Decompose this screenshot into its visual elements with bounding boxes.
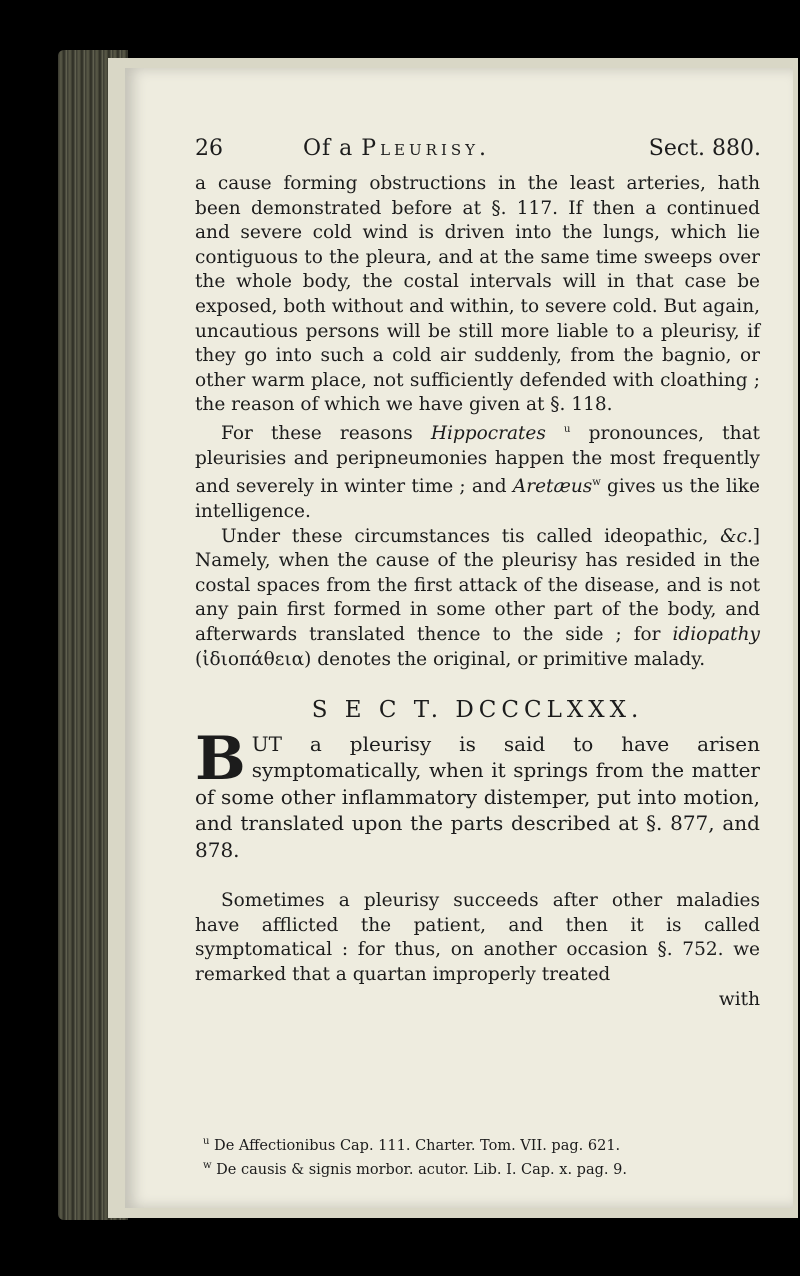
paragraph-1: a cause forming obstructions in the least arteries, hath been demonstrated before at §. 117. If then a continued and severe cold wind is driven into the lungs, which lie contiguous to the pleura, and at the same time sweeps over the whole body, the costal intervals will in that case be exposed, both without and within, to severe cold. But again, uncautious persons will be still more liable to a pleurisy, if they go into such a cold air suddenly, from the bagnio, or other warm place, not sufficiently defended with cloathing ; the reason of which we have given at §. 118. bbox=[195, 173, 760, 416]
body-text bbox=[195, 172, 760, 1012]
paragraph-5: Sometimes a pleurisy succeeds after other maladies have afflicted the patient, and then it is called symptomatical : for thus, on another occasion §. 752. we remarked that a quartan improperly treated bbox=[195, 890, 760, 986]
paragraph-2: For these reasons Hippocrates $^u$ pronounces, that pleurisies and peripneumonies happen the most frequently and severely in winter time ; and Aretæus$^w$ gives us the like intelligence. bbox=[195, 423, 761, 523]
paragraph-3: Under these circumstances tis called ideopathic, &c.] Namely, when the cause of the pleurisy has resided in the costal spaces from the first attack of the disease, and is not any pain first formed in some other part of the body, and afterwards translated thence to the side ; for idiopathy (ἰδιοπάθεια) denotes the original, or primitive malady. bbox=[195, 525, 760, 670]
running-head bbox=[195, 136, 761, 170]
page-number: 26 bbox=[195, 136, 223, 161]
footnote-w: $^w$ De causis & signis morbor. acutor. Lib. I. Cap. x. pag. 9. bbox=[203, 1159, 627, 1178]
footnotes bbox=[203, 1132, 763, 1180]
footnote-u: $^u$ De Affectionibus Cap. 111. Charter. Tom. VII. pag. 621. bbox=[203, 1136, 621, 1154]
spacer bbox=[195, 863, 760, 889]
book-page bbox=[125, 68, 793, 1208]
catchword: with bbox=[718, 988, 760, 1010]
paragraph-4: BUT a pleurisy is said to have arisen symptomatically, when it springs from the matter of some other inflammatory distemper, put into motion, and translated upon the parts described at §. 877, and 878. bbox=[195, 723, 760, 862]
drop-cap: B bbox=[195, 723, 246, 794]
section-number: Sect. 880. bbox=[648, 136, 761, 161]
section-heading: S E C T. DCCCLXXX. bbox=[311, 697, 644, 724]
running-title: Of a Pleurisy. bbox=[303, 136, 491, 161]
